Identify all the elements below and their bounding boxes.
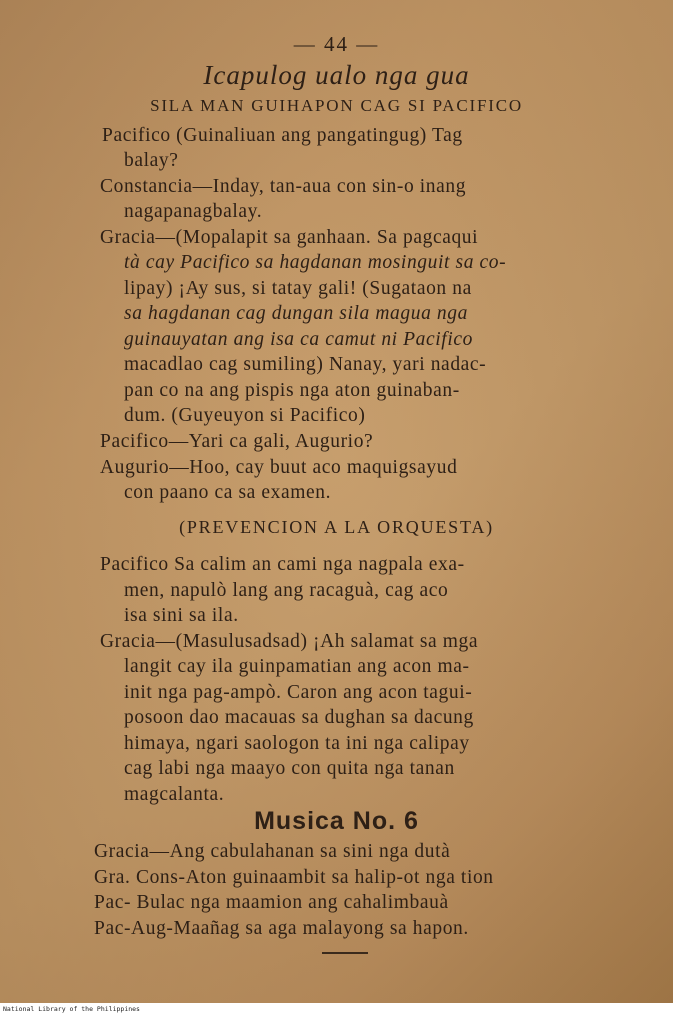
text-line: pan co na ang pispis nga aton guinaban- xyxy=(124,380,460,401)
orchestra-note: (PREVENCION A LA ORQUESTA) xyxy=(179,517,494,537)
text-line: Gracia—(Mopalapit sa ganhaan. Sa pagcaqui xyxy=(100,227,479,248)
text-line: langit cay ila guinpamatian ang acon ma- xyxy=(124,656,470,677)
text-line: tà cay Pacifico sa hagdanan mosinguit sa co- xyxy=(124,252,507,273)
footer-credit: National Library of the Philippines xyxy=(3,1005,140,1013)
text-line: Pacifico—Yari ca gali, Augurio? xyxy=(100,431,374,452)
text-line: guinauyatan ang isa ca camut ni Pacifico xyxy=(124,329,473,350)
song-line: Pac- Bulac nga maamion ang cahalimbauà xyxy=(94,892,449,913)
scene-heading: SILA MAN GUIHAPON CAG SI PACIFICO xyxy=(150,96,523,115)
text-line: Augurio—Hoo, cay buut aco maquigsayud xyxy=(100,457,458,478)
section-title: Icapulog ualo nga gua xyxy=(203,60,470,90)
text-line: init nga pag-ampò. Caron ang acon tagui- xyxy=(124,682,473,703)
page-number: — 44 — xyxy=(293,32,380,56)
song-line: Gracia—Ang cabulahanan sa sini nga dutà xyxy=(94,841,451,862)
text-line: macadlao cag sumiling) Nanay, yari nadac- xyxy=(124,354,487,375)
text-line: lipay) ¡Ay sus, si tatay gali! (Sugataon na xyxy=(124,278,472,299)
text-line: Pacifico Sa calim an cami nga nagpala exa- xyxy=(100,554,465,575)
text-line: posoon dao macauas sa dughan sa dacung xyxy=(124,707,474,728)
text-line: balay? xyxy=(124,150,179,171)
text-line: Constancia—Inday, tan-aua con sin-o inang xyxy=(100,176,467,197)
text-line: nagapanagbalay. xyxy=(124,201,263,222)
music-heading: Musica No. 6 xyxy=(254,807,419,835)
text-line: dum. (Guyeuyon si Pacifico) xyxy=(124,405,366,426)
closing-rule xyxy=(322,952,368,954)
song-line: Pac-Aug-Maañag sa aga malayong sa hapon. xyxy=(94,918,469,939)
text-line: Pacifico (Guinaliuan ang pangatingug) Tag xyxy=(102,125,463,146)
text-line: con paano ca sa examen. xyxy=(124,482,332,503)
text-line: magcalanta. xyxy=(124,784,225,805)
text-line: cag labi nga maayo con quita nga tanan xyxy=(124,758,455,779)
text-line: isa sini sa ila. xyxy=(124,605,239,626)
text-line: himaya, ngari saologon ta ini nga calipay xyxy=(124,733,470,754)
text-line: men, napulò lang ang racaguà, cag aco xyxy=(124,580,449,601)
text-line: Gracia—(Masulusadsad) ¡Ah salamat sa mga xyxy=(100,631,479,652)
song-line: Gra. Cons-Aton guinaambit sa halip-ot nga tion xyxy=(94,867,494,888)
text-line: sa hagdanan cag dungan sila magua nga xyxy=(124,303,468,324)
